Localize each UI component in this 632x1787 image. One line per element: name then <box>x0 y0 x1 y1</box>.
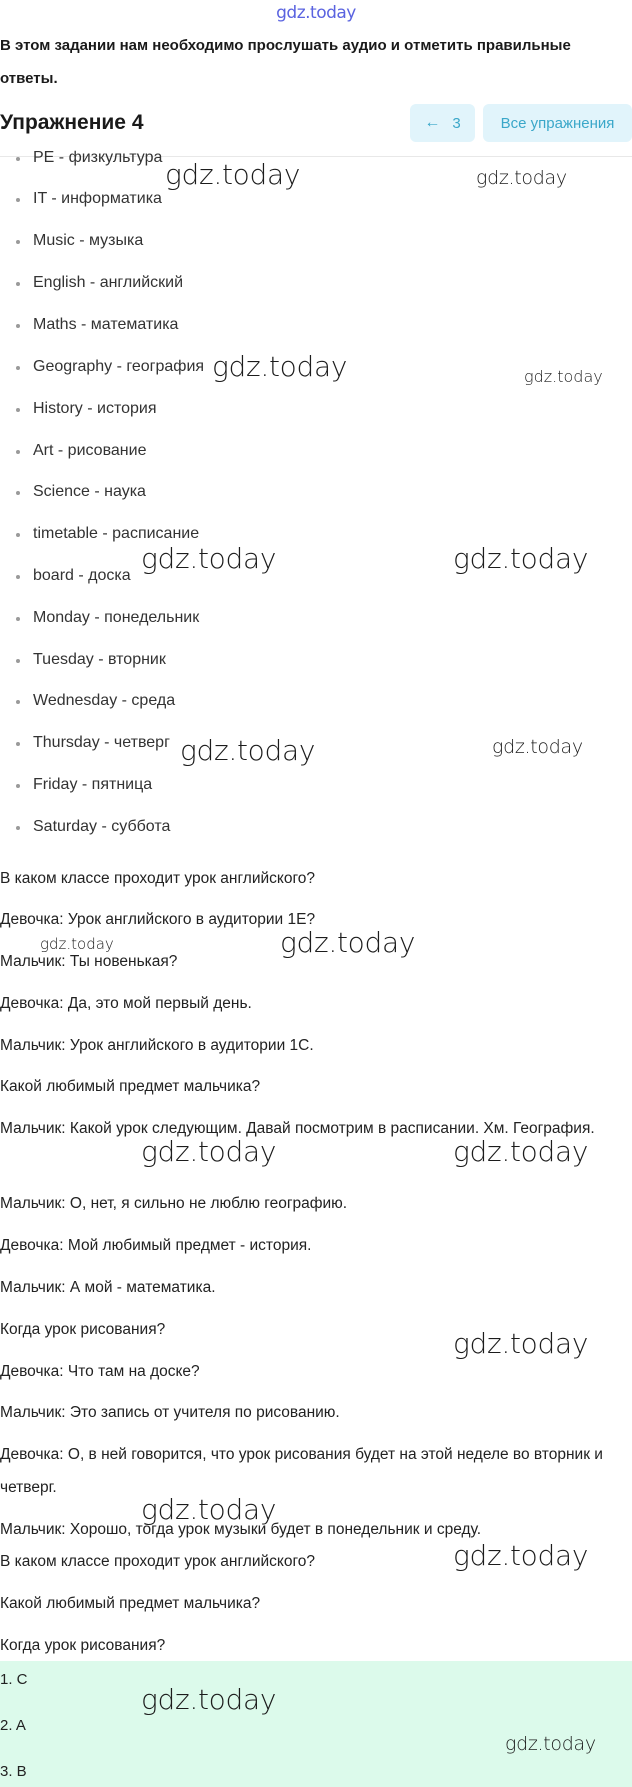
watermark: gdz.today <box>453 542 589 575</box>
dialogue-line: Мальчик: Ты новенькая? <box>0 953 178 970</box>
answer-item: 3. B <box>0 1763 27 1780</box>
section-question: Когда урок рисования? <box>0 1321 166 1338</box>
watermark: gdz.today <box>524 367 603 386</box>
vocab-item: English - английский <box>33 274 183 291</box>
dialogue-line: Девочка: Урок английского в аудитории 1Е? <box>0 911 316 928</box>
watermark: gdz.today <box>280 926 416 959</box>
dialogue-line: Мальчик: О, нет, я сильно не люблю географию. <box>0 1195 348 1212</box>
dialogue-line: Девочка: Что там на доске? <box>0 1363 200 1380</box>
dialogue-line: Мальчик: Урок английского в аудитории 1С. <box>0 1037 314 1054</box>
section-question: Какой любимый предмет мальчика? <box>0 1078 261 1095</box>
watermark: gdz.today <box>453 1135 589 1168</box>
watermark: gdz.today <box>453 1539 589 1572</box>
intro-text: В этом задании нам необходимо прослушать аудио и отметить правильные ответы. <box>0 37 571 87</box>
prev-exercise-button[interactable] <box>410 104 475 142</box>
dialogue-line: Мальчик: Это запись от учителя по рисованию. <box>0 1404 340 1421</box>
site-logo[interactable]: gdz.today <box>276 3 356 23</box>
section-question: В каком классе проходит урок английского? <box>0 870 316 887</box>
watermark: gdz.today <box>141 1683 277 1716</box>
vocab-item: board - доска <box>33 567 131 584</box>
watermark: gdz.today <box>180 734 316 767</box>
question-item: Когда урок рисования? <box>0 1637 166 1654</box>
exercise-header <box>0 104 632 148</box>
vocab-item: IT - информатика <box>33 190 162 207</box>
watermark: gdz.today <box>141 1135 277 1168</box>
question-item: В каком классе проходит урок английского? <box>0 1553 316 1570</box>
dialogue-line: Мальчик: Какой урок следующим. Давай посмотрим в расписании. Хм. География. <box>0 1120 595 1137</box>
vocab-item: Wednesday - среда <box>33 692 176 709</box>
vocab-item: Friday - пятница <box>33 776 153 793</box>
answer-item: 2. A <box>0 1717 26 1734</box>
vocab-item: PE - физкультура <box>33 149 163 166</box>
vocab-item: timetable - расписание <box>33 525 200 542</box>
watermark: gdz.today <box>476 167 567 189</box>
watermark: gdz.today <box>141 1493 277 1526</box>
watermark: gdz.today <box>505 1733 596 1755</box>
dialogue-line: Девочка: О, в ней говорится, что урок рисования будет на этой неделе во вторник и четверг. <box>0 1446 603 1496</box>
vocab-item: Music - музыка <box>33 232 144 249</box>
dialogue-line: Мальчик: А мой - математика. <box>0 1279 216 1296</box>
arrow-left-icon: ← <box>424 114 441 131</box>
watermark: gdz.today <box>40 935 114 953</box>
dialogue-line: Девочка: Да, это мой первый день. <box>0 995 252 1012</box>
vocab-item: Art - рисование <box>33 442 147 459</box>
question-item: Какой любимый предмет мальчика? <box>0 1595 261 1612</box>
prev-exercise-label: 3 <box>452 114 461 132</box>
vocab-item: Thursday - четверг <box>33 734 170 751</box>
vocab-item: Tuesday - вторник <box>33 651 166 668</box>
vocab-item: Monday - понедельник <box>33 609 200 626</box>
dialogue-line: Девочка: Мой любимый предмет - история. <box>0 1237 312 1254</box>
dialogue-line: Мальчик: Хорошо, тогда урок музыки будет в понедельник и среду. <box>0 1521 482 1538</box>
vocab-item: Saturday - суббота <box>33 818 171 835</box>
vocab-item: Science - наука <box>33 483 146 500</box>
vocab-item: Geography - география <box>33 358 205 375</box>
watermark: gdz.today <box>141 542 277 575</box>
vocab-item: History - история <box>33 400 157 417</box>
watermark: gdz.today <box>492 736 583 758</box>
all-exercises-button[interactable]: Все упражнения <box>483 104 632 142</box>
vocab-item: Maths - математика <box>33 316 179 333</box>
watermark: gdz.today <box>212 350 348 383</box>
answers-block <box>0 1661 632 1787</box>
watermark: gdz.today <box>453 1327 589 1360</box>
answer-item: 1. C <box>0 1671 28 1688</box>
exercise-title: Упражнение 4 <box>0 111 144 134</box>
watermark: gdz.today <box>165 158 301 191</box>
